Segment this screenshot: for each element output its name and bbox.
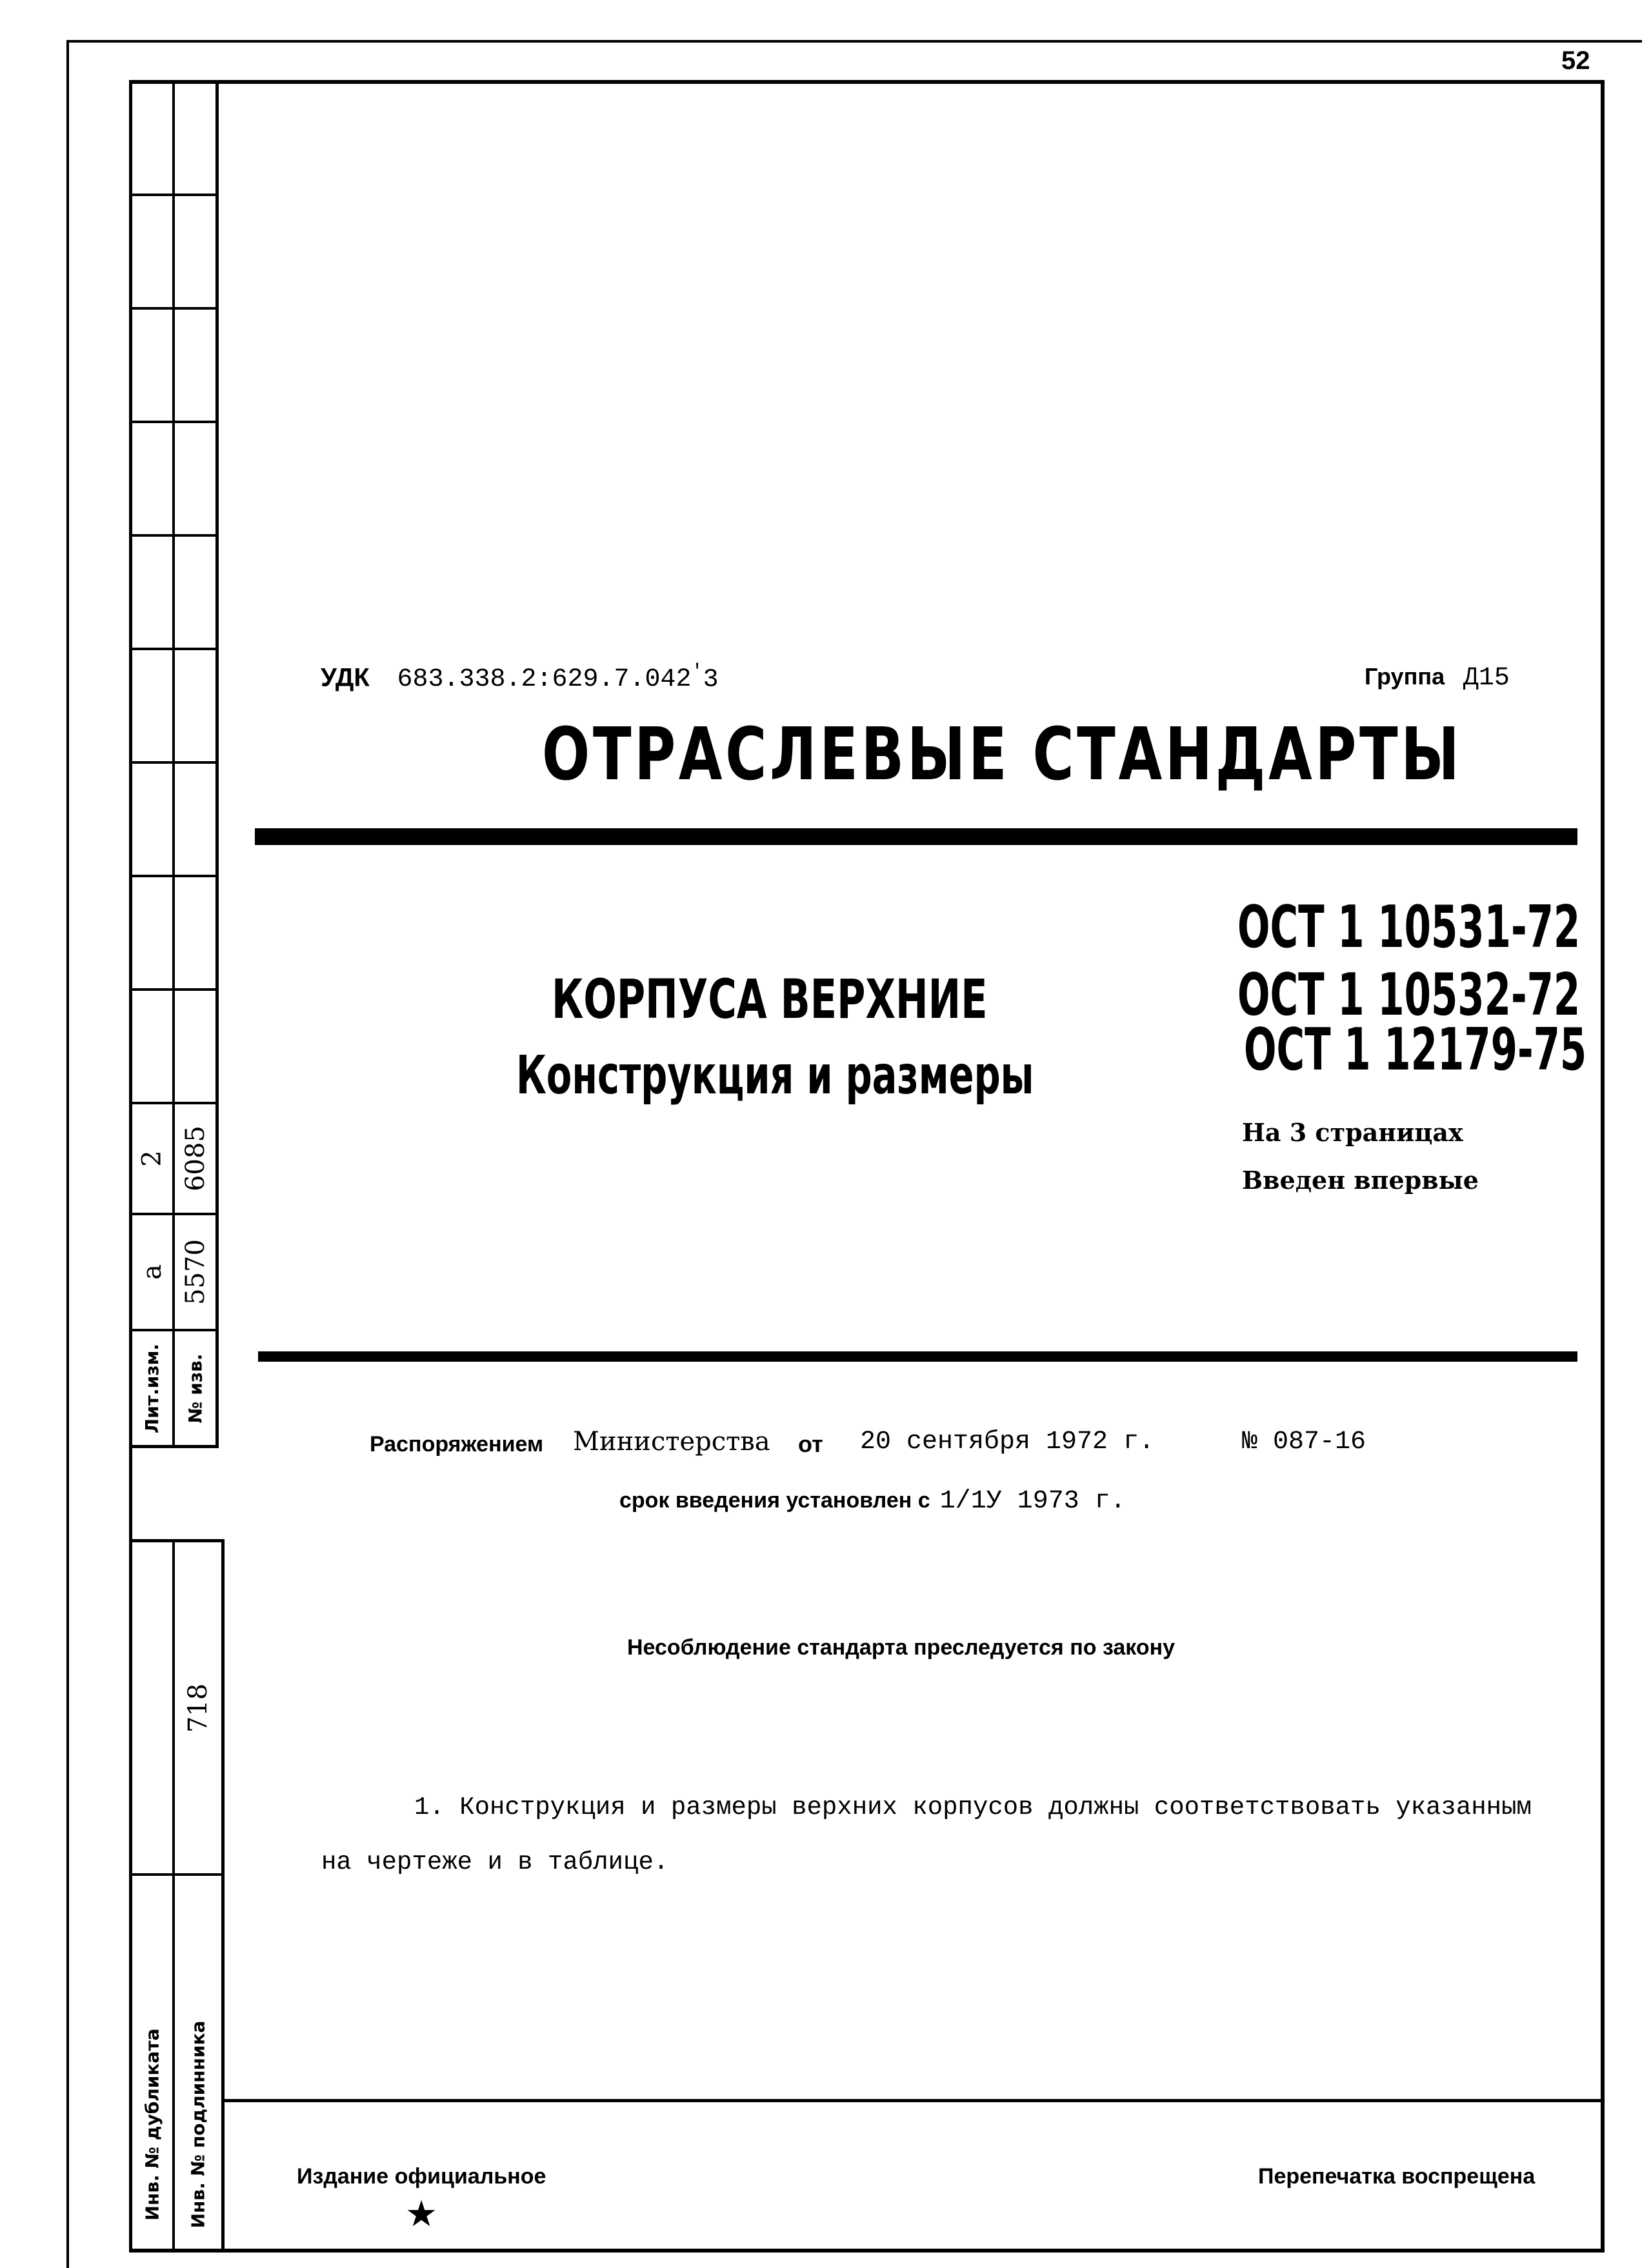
standard-2: ОСТ 1 10532-72 xyxy=(1237,961,1581,1029)
side-bottom-div xyxy=(129,1873,225,1876)
clause-1-line-2: на чертеже и в таблице. xyxy=(321,1848,669,1876)
rev-value-2: 2 xyxy=(137,1150,167,1167)
product-subtitle: Конструкция и размеры xyxy=(516,1045,1034,1106)
inv-original-value: 718 xyxy=(183,1683,214,1733)
frame-right xyxy=(1601,80,1605,2253)
clause-1-line-1: 1. Конструкция и размеры верхних корпусов должны соответствовать указанным xyxy=(414,1793,1532,1822)
standard-3: ОСТ 1 12179-75 xyxy=(1244,1016,1587,1084)
frame-top xyxy=(129,80,1605,84)
udk-label: УДК xyxy=(321,663,370,692)
side-div xyxy=(129,194,219,196)
introduced-note: Введен впервые xyxy=(1242,1166,1479,1195)
side-div xyxy=(129,421,219,423)
order-date: 20 сентября 1972 г. xyxy=(860,1427,1155,1457)
footer-official-edition: Издание официальное xyxy=(297,2164,546,2189)
product-title: КОРПУСА ВЕРХНИЕ xyxy=(552,968,988,1031)
order-from-label: от xyxy=(798,1431,823,1457)
side-div xyxy=(129,307,219,310)
notice-row-label: № изв. xyxy=(185,1353,206,1423)
side-top-block-bottom xyxy=(129,1445,219,1448)
series-title: ОТРАСЛЕВЫЕ СТАНДАРТЫ xyxy=(542,713,1463,797)
frame-bottom xyxy=(129,2249,1605,2253)
side-div xyxy=(129,988,219,991)
notice-value-5570: 5570 xyxy=(180,1239,210,1305)
effective-date: 1/1У 1973 г. xyxy=(939,1487,1126,1516)
rev-row-label: Лит.изм. xyxy=(141,1343,163,1433)
pages-note: На 3 страницах xyxy=(1242,1118,1463,1147)
inv-original-label: Инв. № подлинника xyxy=(187,2020,209,2228)
udk-line xyxy=(321,661,719,694)
group-line xyxy=(1365,661,1510,693)
udk-sup: ' xyxy=(691,661,703,683)
group-label: Группа xyxy=(1365,663,1445,690)
inv-duplicate-label: Инв. № дубликата xyxy=(141,2028,163,2220)
udk-code: 683.338.2:629.7.042 xyxy=(397,665,692,695)
order-number: № 087-16 xyxy=(1242,1427,1366,1457)
notice-value-6085: 6085 xyxy=(180,1126,210,1191)
footer-reprint-forbidden: Перепечатка воспрещена xyxy=(1258,2164,1536,2189)
frame-top-outer xyxy=(66,40,1642,43)
side-col-line-2 xyxy=(215,80,219,1447)
order-issuer: Министерства xyxy=(573,1427,770,1457)
page-number: 52 xyxy=(1561,46,1590,75)
side-div xyxy=(129,648,219,650)
effective-label: срок введения установлен с xyxy=(619,1488,930,1513)
legal-warning: Несоблюдение стандарта преследуется по закону xyxy=(627,1635,1176,1660)
footer-divider xyxy=(225,2099,1605,2102)
group-value: Д15 xyxy=(1463,664,1510,693)
side-div xyxy=(129,875,219,877)
thick-rule-bottom xyxy=(258,1351,1577,1362)
standard-1: ОСТ 1 10531-72 xyxy=(1237,893,1581,961)
order-label: Распоряжением xyxy=(370,1432,544,1457)
star-icon: ★ xyxy=(405,2193,438,2235)
side-div xyxy=(129,761,219,764)
rev-value-a: а xyxy=(137,1264,167,1280)
side-div xyxy=(129,534,219,537)
side-bottom-col-line-2 xyxy=(221,1539,225,2253)
udk-suffix: 3 xyxy=(703,665,719,695)
thick-rule-top xyxy=(255,828,1577,845)
effective-line xyxy=(619,1487,1126,1516)
frame-left-outer xyxy=(66,40,69,2268)
